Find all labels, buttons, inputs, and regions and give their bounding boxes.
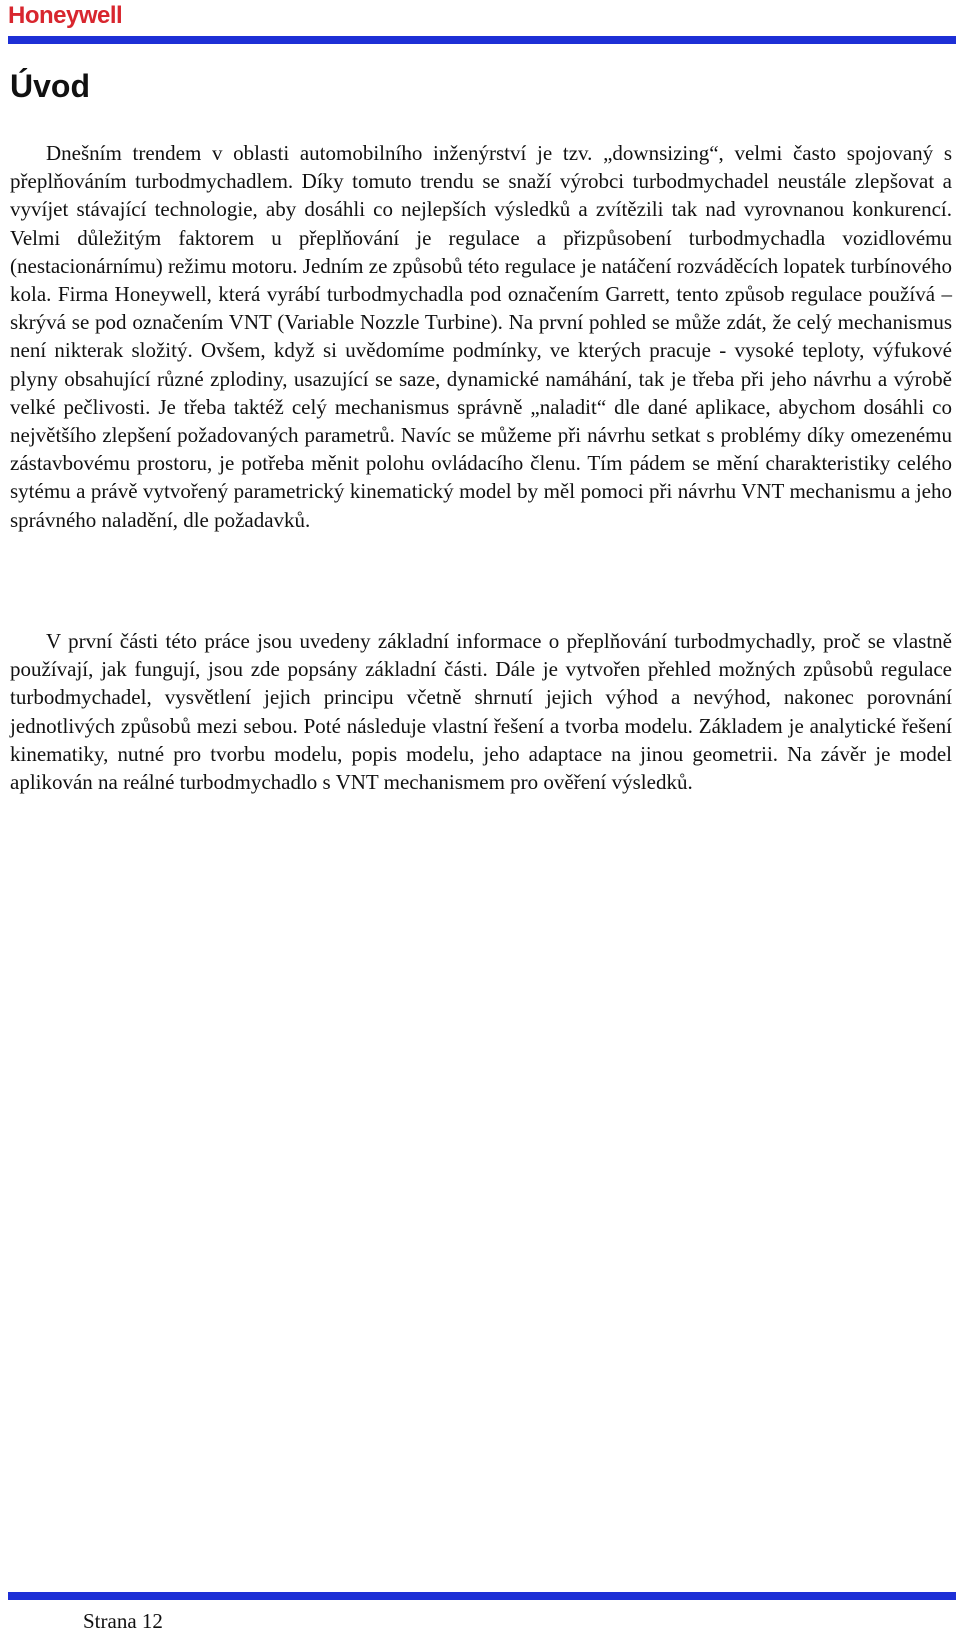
intro-paragraph-1: Dnešním trendem v oblasti automobilního inženýrství je tzv. „downsizing“, velmi často spojovaný s přeplňováním turbodmychadlem. Díky tomuto trendu se snaží výrobci turbodmychadel neustále zlepšovat a vyvíjet stávající technologie, aby dosáhli co nejlepších výsledků a zvítězili tak nad vyrovnanou konkurencí. Velmi důležitým faktorem u přeplňování je regulace a přizpůsobení turbodmychadla vozidlovému (nestacionárnímu) režimu motoru. Jedním ze způsobů této regulace je natáčení rozváděcích lopatek turbínového kola. Firma Honeywell, která vyrábí turbodmychadla pod označením Garrett, tento způsob regulace používá – skrývá se pod označením VNT (Variable Nozzle Turbine). Na první pohled se může zdát, že celý mechanismus není nikterak složitý. Ovšem, když si uvědomíme podmínky, ve kterých pracuje - vysoké teploty, výfukové plyny obsahující různé zplodiny, usazující se saze, dynamické namáhání, tak je třeba při jeho návrhu a výrobě velké pečlivosti. Je třeba taktéž celý mechanismus správně „naladit“ dle dané aplikace, abychom dosáhli co největšího zlepšení požadovaných parametrů. Navíc se můžeme při návrhu setkat s problémy díky omezenému zástavbovému prostoru, je potřeba měnit polohu ovládacího členu. Tím pádem se mění charakteristiky celého sytému a právě vytvořený parametrický kinematický model by měl pomoci při návrhu VNT mechanismu a jeho správného naladění, dle požadavků. bbox=[10, 141, 952, 532]
intro-paragraph-2: V první části této práce jsou uvedeny základní informace o přeplňování turbodmychadly, proč se vlastně používají, jak fungují, jsou zde popsány základní části. Dále je vytvořen přehled možných způsobů regulace turbodmychadel, vysvětlení jejich principu včetně shrnutí jejich výhod a nevýhod, nakonec porovnání jednotlivých způsobů mezi sebou. Poté následuje vlastní řešení a tvorba modelu. Základem je analytické řešení kinematiky, nutné pro tvorbu modelu, popis modelu, jeho adaptace na jinou geometrii. Na závěr je model aplikován na reálné turbodmychadlo s VNT mechanismem pro ověření výsledků. bbox=[10, 629, 952, 795]
header-rule bbox=[8, 36, 956, 44]
honeywell-logo: Honeywell bbox=[8, 2, 123, 29]
section-title: Úvod bbox=[10, 68, 90, 104]
footer-rule bbox=[8, 1592, 956, 1600]
page-number: Strana 12 bbox=[83, 1609, 163, 1633]
